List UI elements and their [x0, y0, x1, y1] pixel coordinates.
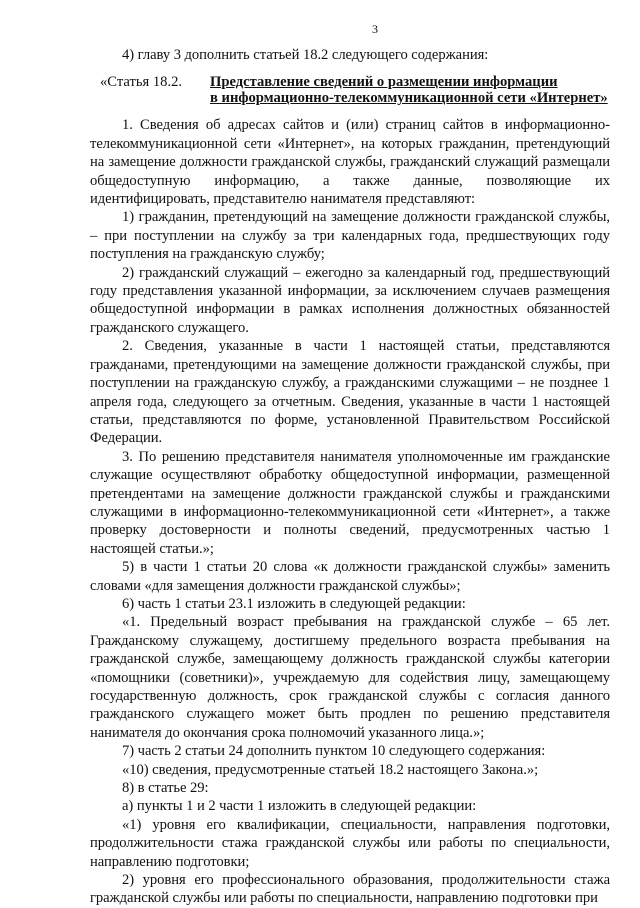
paragraph-7: 6) часть 1 статьи 23.1 изложить в следующей редакции: — [122, 595, 466, 612]
paragraph-10: «10) сведения, предусмотренные статьей 18.2 настоящего Закона.»; — [122, 761, 539, 778]
article-title-line-2: в информационно-телекоммуникационной сети «Интернет» — [210, 90, 608, 107]
paragraph-5: 3. По решению представителя нанимателя уполномоченные им гражданские служащие осуществляют обработку общедоступной информации, размещенной претендентами на замещение должности гражданской службы и гражданскими служащими в информационно-телекоммуникационной сети «Интернет», а также проверку достоверности и полноты сведений, предусмотренных частью 1 настоящей статьи.»; — [90, 448, 610, 557]
paragraph-2: 1) гражданин, претендующий на замещение должности гражданской службы, – при поступлении на службу за три календарных года, предшествующих году поступления на гражданскую службу; — [90, 209, 610, 263]
paragraph-3: 2) гражданский служащий – ежегодно за календарный год, предшествующий году представления указанной информации, за исключением случаев размещения общедоступной информации в рамках исполнения должностных обязанностей гражданского служащего. — [90, 264, 610, 336]
paragraph-8: «1. Предельный возраст пребывания на гражданской службе – 65 лет. Гражданскому служащему, достигшему предельного возраста пребывания на гражданской службе, замещающему должность гражданской службы категории «помощники (советники)», учреждаемую для содействия лицу, замещающему государственную должность, срок гражданской службы с согласия данного гражданского служащего может быть продлен по решению представителя нанимателя до окончания срока полномочий указанного лица.»; — [90, 614, 610, 741]
paragraph-12: а) пункты 1 и 2 части 1 изложить в следующей редакции: — [122, 798, 477, 815]
intro-line: 4) главу 3 дополнить статьей 18.2 следующего содержания: — [122, 47, 489, 63]
paragraph-9: 7) часть 2 статьи 24 дополнить пунктом 10 следующего содержания: — [122, 743, 546, 760]
page-number: 3 — [372, 22, 378, 36]
paragraph-6: 5) в части 1 статьи 20 слова «к должности гражданской службы» заменить словами «для замещения должности гражданской службы»; — [90, 559, 610, 594]
paragraph-4: 2. Сведения, указанные в части 1 настоящей статьи, представляются гражданами, претендующими на замещение должности гражданской службы, при поступлении на гражданскую службу, а гражданскими служащими – не позднее 1 апреля года, следующего за отчетным. Сведения, указанные в части 1 настоящей статьи, представляются по форме, установленной Правительством Российской Федерации. — [90, 338, 610, 447]
paragraph-13: «1) уровня его квалификации, специальности, направления подготовки, продолжительности стажа гражданской службы или работы по специальности, направлению подготовки; — [90, 816, 610, 870]
article-heading — [90, 74, 610, 106]
article-title — [210, 74, 608, 106]
paragraph-1: 1. Сведения об адресах сайтов и (или) страниц сайтов в информационно-телекоммуникационной сети «Интернет», на которых гражданин, претендующий на замещение должности гражданской службы, гражданский служащий размещали общедоступную информацию, а также данные, позволяющие их идентифицировать, представителю нанимателя представляют: — [90, 117, 610, 208]
article-label: «Статья 18.2. — [100, 74, 183, 91]
paragraph-14: 2) уровня его профессионального образования, продолжительности стажа гражданской службы или работы по специальности, направлению подготовки при — [90, 872, 610, 907]
paragraph-11: 8) в статье 29: — [122, 780, 209, 797]
article-title-line-1: Представление сведений о размещении информации — [210, 74, 558, 91]
